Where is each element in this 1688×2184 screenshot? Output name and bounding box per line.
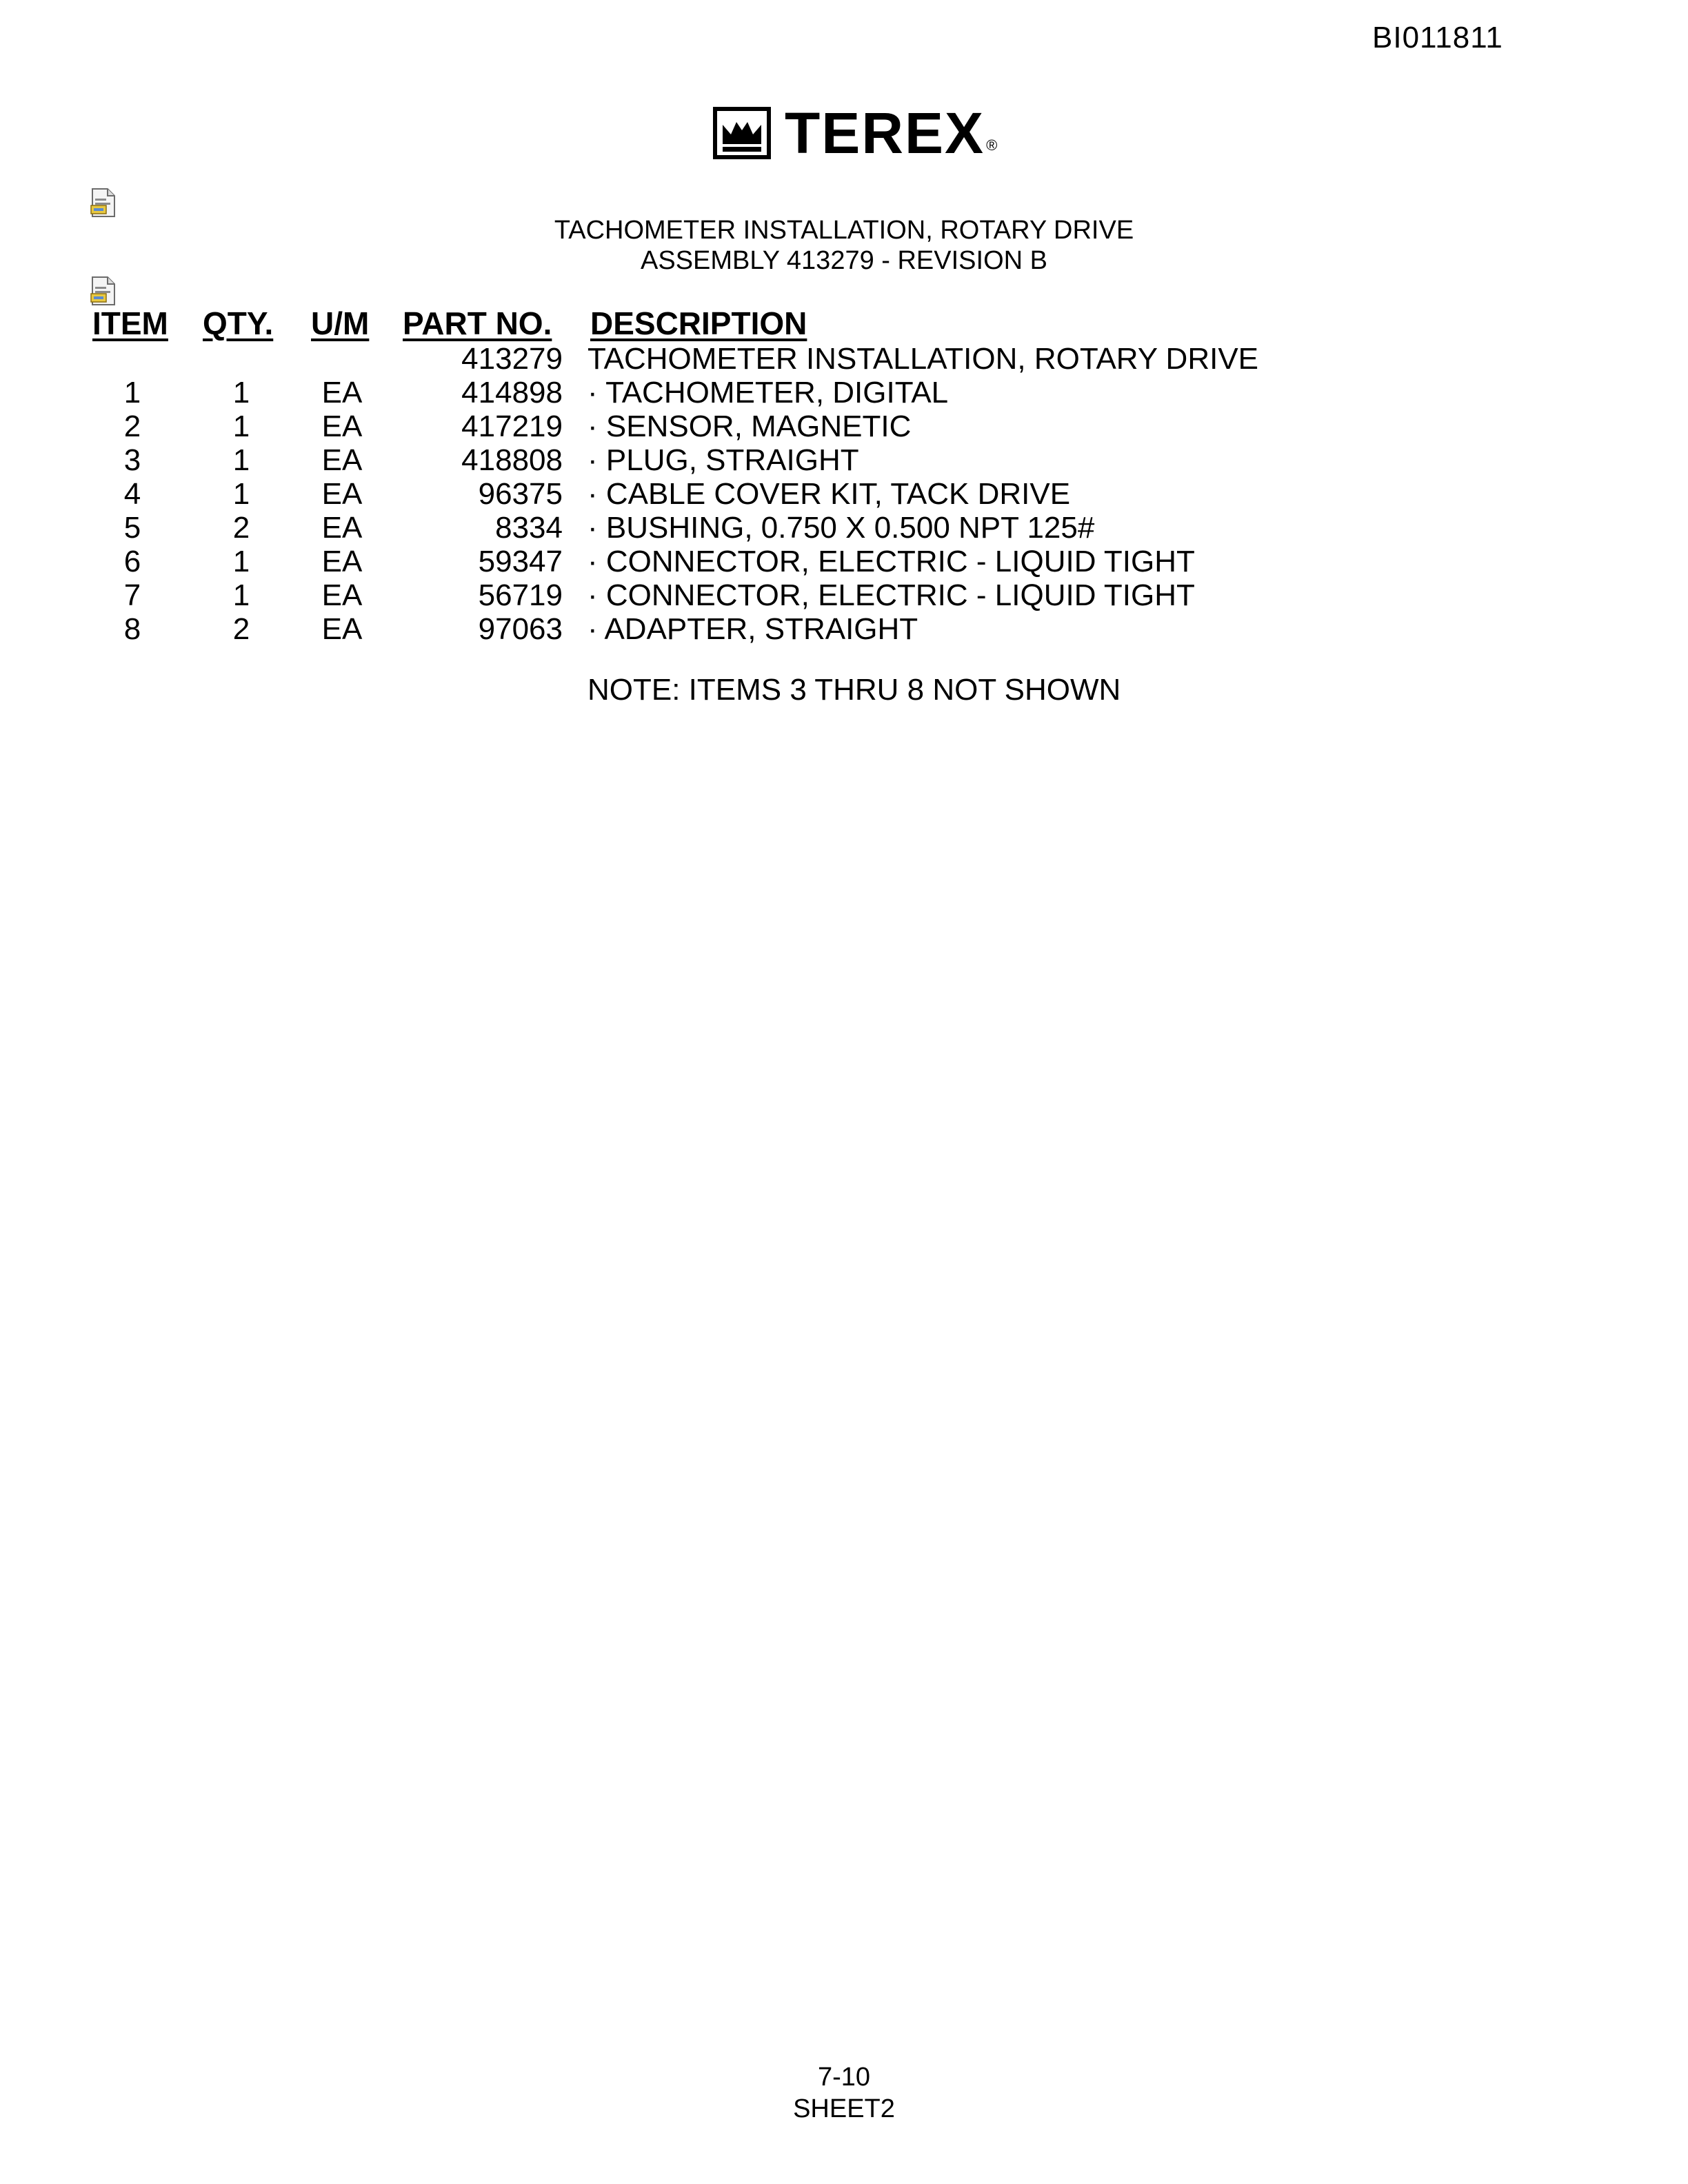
embedded-file-icon[interactable] — [90, 188, 117, 218]
item-cell: 7 — [123, 578, 141, 612]
registered-mark: ® — [986, 136, 998, 154]
logo-wordmark: TEREX — [785, 101, 985, 165]
header-description: DESCRIPTION — [590, 305, 807, 341]
title-line-2: ASSEMBLY 413279 - REVISION B — [641, 246, 1047, 275]
header-item: ITEM — [92, 305, 168, 341]
part-no-cell: 413279 — [461, 342, 563, 376]
description-cell: · SENSOR, MAGNETIC — [587, 410, 912, 443]
table-row — [0, 443, 1688, 477]
item-cell: 5 — [123, 511, 141, 545]
sheet-label: SHEET2 — [793, 2094, 895, 2123]
item-cell: 8 — [123, 612, 141, 646]
table-row — [0, 612, 1688, 646]
description-cell: · ADAPTER, STRAIGHT — [587, 612, 918, 646]
qty-cell: 1 — [232, 578, 250, 612]
qty-cell: 1 — [232, 545, 250, 578]
qty-cell: 1 — [232, 376, 250, 410]
part-no-cell: 418808 — [461, 443, 563, 477]
qty-cell: 2 — [232, 511, 250, 545]
qty-cell: 1 — [232, 410, 250, 443]
item-cell: 6 — [123, 545, 141, 578]
um-cell: EA — [321, 410, 363, 443]
page-number: 7-10 — [817, 2063, 871, 2092]
part-no-cell: 59347 — [478, 545, 563, 578]
um-cell: EA — [321, 443, 363, 477]
note-text: NOTE: ITEMS 3 THRU 8 NOT SHOWN — [587, 673, 1121, 707]
table-row — [0, 545, 1688, 578]
part-no-cell: 96375 — [478, 477, 563, 511]
qty-cell: 2 — [232, 612, 250, 646]
um-cell: EA — [321, 545, 363, 578]
um-cell: EA — [321, 578, 363, 612]
table-row — [0, 342, 1688, 376]
item-cell: 2 — [123, 410, 141, 443]
table-row — [0, 578, 1688, 612]
page-footer — [0, 2061, 1688, 2125]
um-cell: EA — [321, 612, 363, 646]
document-title — [0, 215, 1688, 276]
description-cell: · TACHOMETER, DIGITAL — [587, 376, 949, 410]
header-part-no: PART NO. — [403, 305, 552, 341]
table-row — [0, 376, 1688, 410]
qty-cell: 1 — [232, 477, 250, 511]
crown-logo-icon — [713, 107, 771, 159]
title-line-1: TACHOMETER INSTALLATION, ROTARY DRIVE — [554, 216, 1134, 245]
part-no-cell: 56719 — [478, 578, 563, 612]
terex-logo — [713, 103, 997, 163]
table-row — [0, 477, 1688, 511]
item-cell: 1 — [123, 376, 141, 410]
description-cell: TACHOMETER INSTALLATION, ROTARY DRIVE — [587, 342, 1259, 376]
item-cell: 3 — [123, 443, 141, 477]
um-cell: EA — [321, 511, 363, 545]
description-cell: · CONNECTOR, ELECTRIC - LIQUID TIGHT — [587, 578, 1195, 612]
document-id: BI011811 — [1372, 21, 1503, 54]
um-cell: EA — [321, 376, 363, 410]
table-row — [0, 511, 1688, 545]
header-um: U/M — [311, 305, 370, 341]
description-cell: · CABLE COVER KIT, TACK DRIVE — [587, 477, 1071, 511]
item-cell: 4 — [123, 477, 141, 511]
part-no-cell: 417219 — [461, 410, 563, 443]
part-no-cell: 414898 — [461, 376, 563, 410]
table-row — [0, 410, 1688, 443]
part-no-cell: 97063 — [478, 612, 563, 646]
embedded-file-icon[interactable] — [90, 276, 117, 306]
um-cell: EA — [321, 477, 363, 511]
part-no-cell: 8334 — [495, 511, 563, 545]
description-cell: · CONNECTOR, ELECTRIC - LIQUID TIGHT — [587, 545, 1195, 578]
qty-cell: 1 — [232, 443, 250, 477]
description-cell: · PLUG, STRAIGHT — [587, 443, 859, 477]
header-qty: QTY. — [203, 305, 274, 341]
description-cell: · BUSHING, 0.750 X 0.500 NPT 125# — [587, 511, 1095, 545]
